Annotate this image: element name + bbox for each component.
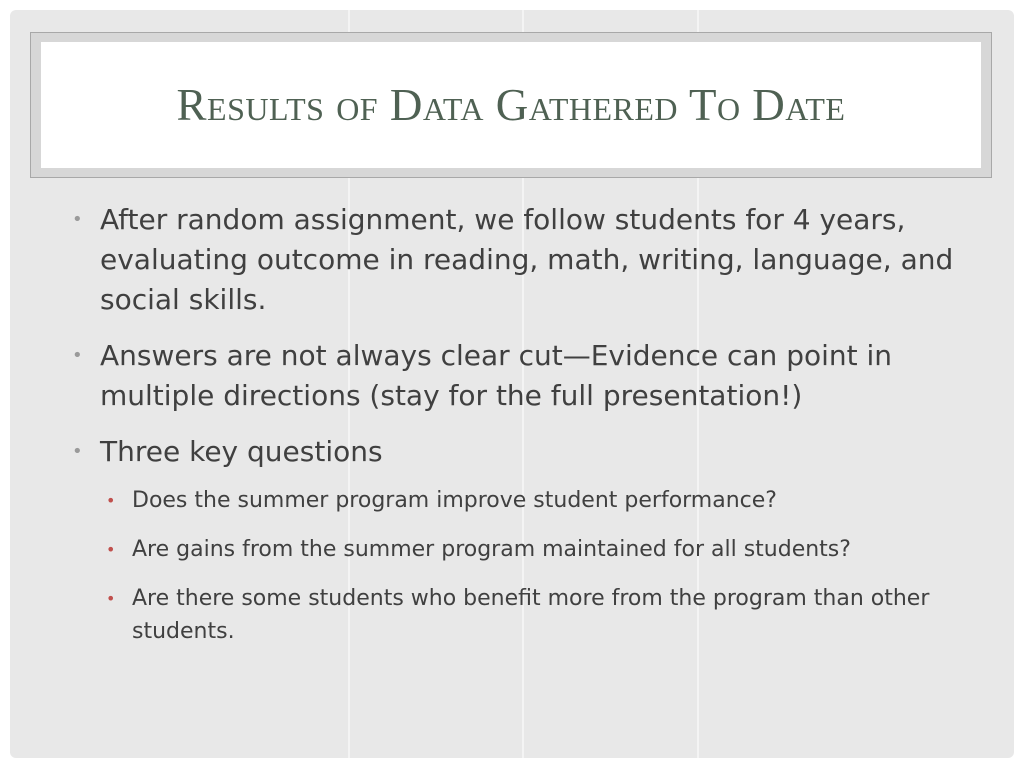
sub-bullet-dot-icon: • [106,589,116,608]
bullet-dot-icon: • [72,345,83,366]
slide-title: Results of Data Gathered To Date [176,80,846,130]
bullet-dot-icon: • [72,209,83,230]
sub-bullet-text: Are there some students who benefit more from the program than other students. [132,586,930,644]
sub-bullet-list [70,484,970,648]
sub-bullet-item [104,533,970,566]
title-frame [30,32,992,178]
sub-bullet-item [104,484,970,517]
bullet-item [70,336,970,416]
sub-bullet-dot-icon: • [106,540,116,559]
title-box [41,42,981,168]
bullet-text: Answers are not always clear cut—Evidence can point in multiple directions (stay for the full presentation!) [100,339,893,412]
bullet-text: After random assignment, we follow students for 4 years, evaluating outcome in reading, math, writing, language, and social skills. [100,203,954,316]
slide-content [70,200,970,664]
bullet-text: Three key questions [100,435,383,468]
sub-bullet-item [104,582,970,648]
sub-bullet-text: Are gains from the summer program maintained for all students? [132,537,851,562]
bullet-dot-icon: • [72,441,83,462]
sub-bullet-dot-icon: • [106,491,116,510]
bullet-item [70,200,970,320]
sub-bullet-text: Does the summer program improve student performance? [132,488,777,513]
slide [10,10,1014,758]
bullet-item [70,432,970,472]
